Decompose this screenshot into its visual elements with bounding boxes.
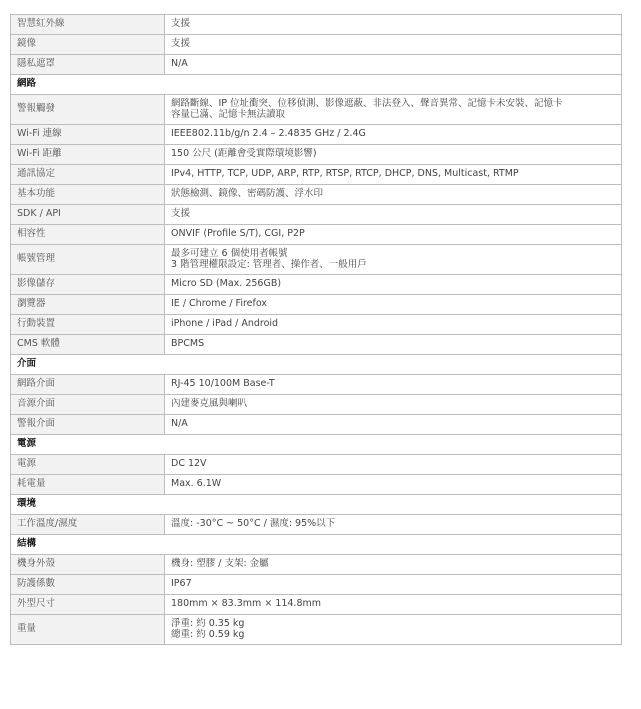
spec-row [11, 595, 622, 615]
spec-value [165, 55, 622, 75]
spec-label: 相容性 [11, 225, 165, 245]
spec-value-line: 支援 [171, 38, 191, 50]
spec-value-line: ONVIF (Profile S/T), CGI, P2P [171, 228, 305, 240]
spec-label: 警報觸發 [11, 95, 165, 125]
spec-value [165, 395, 622, 415]
spec-row [11, 165, 622, 185]
spec-table-body [11, 15, 622, 645]
spec-value-line: 支援 [171, 208, 191, 220]
spec-value [165, 165, 622, 185]
spec-label: 影像儲存 [11, 275, 165, 295]
spec-table [10, 14, 622, 645]
spec-value-line: IP67 [171, 578, 192, 590]
spec-value-line: iPhone / iPad / Android [171, 318, 279, 330]
spec-label: 瀏覽器 [11, 295, 165, 315]
spec-value-line: 容量已滿、記憶卡無法讀取 [171, 108, 286, 120]
spec-row [11, 95, 622, 125]
spec-row [11, 295, 622, 315]
spec-label: 重量 [11, 615, 165, 645]
spec-value-line: 淨重: 約 0.35 kg [171, 618, 245, 629]
spec-value [165, 145, 622, 165]
spec-value-line: BPCMS [171, 338, 205, 350]
spec-row [11, 125, 622, 145]
section-title: 介面 [11, 355, 622, 375]
spec-row [11, 575, 622, 595]
spec-row [11, 205, 622, 225]
spec-value [165, 335, 622, 355]
spec-row [11, 245, 622, 275]
spec-value [165, 455, 622, 475]
spec-row [11, 335, 622, 355]
spec-value [165, 615, 622, 645]
spec-label: 防護係數 [11, 575, 165, 595]
spec-value [165, 415, 622, 435]
spec-row [11, 455, 622, 475]
spec-value-line: 150 公尺 (距離會受實際環境影響) [171, 148, 317, 160]
spec-label: 帳號管理 [11, 245, 165, 275]
spec-value [165, 35, 622, 55]
spec-value-line: 3 階管理權限設定: 管理者、操作者、一般用戶 [171, 258, 367, 270]
spec-row [11, 185, 622, 205]
spec-row [11, 375, 622, 395]
spec-label: Wi-Fi 連線 [11, 125, 165, 145]
section-header-row [11, 495, 622, 515]
spec-label: 鏡像 [11, 35, 165, 55]
spec-value [165, 125, 622, 145]
spec-value [165, 225, 622, 245]
spec-label: 隱私遮罩 [11, 55, 165, 75]
spec-value-line: 支援 [171, 18, 191, 30]
spec-value [165, 275, 622, 295]
section-header-row [11, 355, 622, 375]
spec-row [11, 515, 622, 535]
spec-label: 外型尺寸 [11, 595, 165, 615]
spec-row [11, 145, 622, 165]
section-header-row [11, 435, 622, 455]
section-title: 電源 [11, 435, 622, 455]
spec-value [165, 575, 622, 595]
section-title: 環境 [11, 495, 622, 515]
spec-value-line: 機身: 塑膠 / 支架: 金屬 [171, 558, 269, 570]
spec-value-line: N/A [171, 58, 188, 70]
spec-label: SDK / API [11, 205, 165, 225]
spec-row [11, 275, 622, 295]
spec-row [11, 475, 622, 495]
spec-value [165, 15, 622, 35]
spec-label: 通訊協定 [11, 165, 165, 185]
spec-value-line: DC 12V [171, 458, 207, 470]
spec-value-line: RJ-45 10/100M Base-T [171, 378, 275, 390]
spec-label: 音源介面 [11, 395, 165, 415]
spec-value-line: Max. 6.1W [171, 478, 222, 490]
spec-value-line: 狀態檢測、鏡像、密碼防護、浮水印 [171, 188, 324, 200]
spec-value-line: IE / Chrome / Firefox [171, 298, 267, 310]
spec-value-line: 最多可建立 6 個使用者帳號 [171, 248, 288, 259]
spec-value-line: IPv4, HTTP, TCP, UDP, ARP, RTP, RTSP, RTCP, DHCP, DNS, Multicast, RTMP [171, 168, 519, 180]
spec-value [165, 295, 622, 315]
spec-value-line: 內建麥克風與喇叭 [171, 398, 248, 410]
spec-row [11, 395, 622, 415]
spec-value [165, 555, 622, 575]
spec-value-line: IEEE802.11b/g/n 2.4 – 2.4835 GHz / 2.4G [171, 128, 366, 140]
spec-value [165, 595, 622, 615]
spec-label: 警報介面 [11, 415, 165, 435]
spec-value [165, 315, 622, 335]
section-title: 結構 [11, 535, 622, 555]
spec-value-line: Micro SD (Max. 256GB) [171, 278, 282, 290]
spec-label: 智慧紅外線 [11, 15, 165, 35]
spec-label: 電源 [11, 455, 165, 475]
spec-value-line: N/A [171, 418, 188, 430]
spec-row [11, 15, 622, 35]
spec-label: 耗電量 [11, 475, 165, 495]
spec-value-line: 溫度: -30°C ~ 50°C / 濕度: 95%以下 [171, 518, 336, 530]
spec-row [11, 615, 622, 645]
spec-value [165, 475, 622, 495]
spec-value [165, 185, 622, 205]
spec-label: 工作溫度/濕度 [11, 515, 165, 535]
spec-row [11, 225, 622, 245]
section-header-row [11, 75, 622, 95]
spec-row [11, 55, 622, 75]
spec-value [165, 515, 622, 535]
spec-value-line: 總重: 約 0.59 kg [171, 628, 245, 640]
spec-value-line: 180mm × 83.3mm × 114.8mm [171, 598, 322, 610]
section-header-row [11, 535, 622, 555]
spec-label: Wi-Fi 距離 [11, 145, 165, 165]
section-title: 網路 [11, 75, 622, 95]
spec-value [165, 205, 622, 225]
spec-value-line: 網路斷線、IP 位址衝突、位移偵測、影像遮蔽、非法登入、聲音異常、記憶卡未安裝、記憶卡 [171, 98, 563, 109]
spec-row [11, 555, 622, 575]
spec-row [11, 35, 622, 55]
spec-value [165, 375, 622, 395]
spec-label: 網路介面 [11, 375, 165, 395]
spec-label: 機身外殼 [11, 555, 165, 575]
spec-label: CMS 軟體 [11, 335, 165, 355]
spec-value [165, 95, 622, 125]
spec-row [11, 315, 622, 335]
spec-row [11, 415, 622, 435]
spec-label: 基本功能 [11, 185, 165, 205]
spec-label: 行動裝置 [11, 315, 165, 335]
spec-value [165, 245, 622, 275]
